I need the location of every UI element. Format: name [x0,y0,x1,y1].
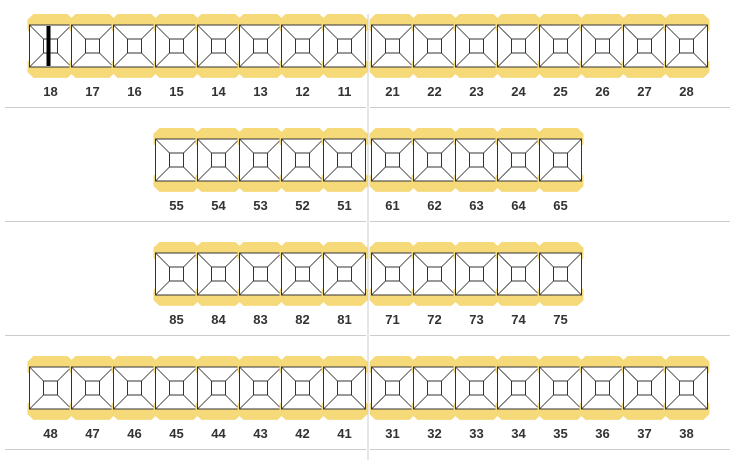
tooth-number-label: 16 [127,84,142,99]
tooth-surface-center[interactable] [638,381,652,395]
tooth-73[interactable] [454,242,500,306]
tooth-number-label: 45 [169,426,184,441]
tooth-22[interactable] [412,14,458,78]
tooth-number-label: 38 [679,426,694,441]
tooth-65[interactable] [538,128,584,192]
tooth-surface-center[interactable] [680,39,694,53]
tooth-number-label: 54 [211,198,226,213]
tooth-number-label: 24 [511,84,526,99]
tooth-surface-center[interactable] [254,267,268,281]
tooth-number-label: 32 [427,426,442,441]
tooth-surface-center[interactable] [596,39,610,53]
tooth-41[interactable] [322,356,368,420]
tooth-surface-center[interactable] [338,267,352,281]
tooth-27[interactable] [622,14,668,78]
tooth-number-label: 81 [337,312,352,327]
tooth-53[interactable] [238,128,284,192]
tooth-surface-center[interactable] [128,381,142,395]
tooth-number-label: 53 [253,198,268,213]
tooth-number-label: 55 [169,198,184,213]
tooth-number-label: 82 [295,312,310,327]
tooth-surface-center[interactable] [386,381,400,395]
tooth-surface-center[interactable] [554,39,568,53]
tooth-number-label: 74 [511,312,526,327]
tooth-number-label: 31 [385,426,400,441]
tooth-number-label: 44 [211,426,226,441]
tooth-63[interactable] [454,128,500,192]
tooth-surface-center[interactable] [296,381,310,395]
tooth-number-label: 85 [169,312,184,327]
tooth-surface-center[interactable] [86,39,100,53]
tooth-surface-center[interactable] [428,267,442,281]
tooth-number-label: 23 [469,84,484,99]
tooth-surface-center[interactable] [554,267,568,281]
tooth-number-label: 63 [469,198,484,213]
tooth-54[interactable] [196,128,242,192]
tooth-51[interactable] [322,128,368,192]
tooth-surface-center[interactable] [596,381,610,395]
tooth-surface-center[interactable] [470,153,484,167]
tooth-surface-center[interactable] [680,381,694,395]
tooth-surface-center[interactable] [470,381,484,395]
tooth-number-label: 33 [469,426,484,441]
tooth-34[interactable] [496,356,542,420]
tooth-number-label: 11 [337,84,352,99]
tooth-17[interactable] [70,14,116,78]
tooth-surface-center[interactable] [386,267,400,281]
tooth-23[interactable] [454,14,500,78]
tooth-surface-center[interactable] [44,381,58,395]
tooth-number-label: 61 [385,198,400,213]
tooth-surface-center[interactable] [470,39,484,53]
tooth-12[interactable] [280,14,326,78]
tooth-surface-center[interactable] [512,39,526,53]
tooth-surface-center[interactable] [296,267,310,281]
tooth-surface-center[interactable] [212,39,226,53]
tooth-number-label: 48 [43,426,58,441]
tooth-number-label: 41 [337,426,352,441]
tooth-surface-center[interactable] [386,153,400,167]
tooth-35[interactable] [538,356,584,420]
tooth-number-label: 73 [469,312,484,327]
tooth-28[interactable] [664,14,710,78]
tooth-surface-center[interactable] [170,39,184,53]
tooth-21[interactable] [370,14,416,78]
tooth-surface-center[interactable] [338,381,352,395]
tooth-number-label: 83 [253,312,268,327]
tooth-number-label: 35 [553,426,568,441]
tooth-43[interactable] [238,356,284,420]
tooth-81[interactable] [322,242,368,306]
tooth-37[interactable] [622,356,668,420]
tooth-85[interactable] [154,242,200,306]
tooth-surface-center[interactable] [554,153,568,167]
tooth-number-label: 52 [295,198,310,213]
tooth-surface-center[interactable] [386,39,400,53]
tooth-number-label: 13 [253,84,268,99]
tooth-surface-center[interactable] [128,39,142,53]
tooth-62[interactable] [412,128,458,192]
tooth-number-label: 27 [637,84,652,99]
tooth-45[interactable] [154,356,200,420]
tooth-surface-center[interactable] [170,267,184,281]
tooth-46[interactable] [112,356,158,420]
tooth-number-label: 37 [637,426,652,441]
tooth-surface-center[interactable] [212,153,226,167]
tooth-surface-center[interactable] [296,153,310,167]
tooth-surface-center[interactable] [512,153,526,167]
tooth-16[interactable] [112,14,158,78]
tooth-number-label: 18 [43,84,58,99]
tooth-number-label: 65 [553,198,568,213]
tooth-surface-center[interactable] [254,153,268,167]
tooth-surface-center[interactable] [512,381,526,395]
tooth-number-label: 46 [127,426,142,441]
tooth-surface-center[interactable] [338,153,352,167]
tooth-72[interactable] [412,242,458,306]
tooth-number-label: 75 [553,312,568,327]
tooth-number-label: 28 [679,84,694,99]
tooth-44[interactable] [196,356,242,420]
tooth-75[interactable] [538,242,584,306]
tooth-number-label: 51 [337,198,352,213]
tooth-71[interactable] [370,242,416,306]
tooth-surface-center[interactable] [512,267,526,281]
tooth-61[interactable] [370,128,416,192]
tooth-surface-center[interactable] [428,381,442,395]
tooth-surface-center[interactable] [428,39,442,53]
tooth-38[interactable] [664,356,710,420]
tooth-18[interactable] [28,14,74,78]
tooth-47[interactable] [70,356,116,420]
tooth-surface-center[interactable] [86,381,100,395]
tooth-84[interactable] [196,242,242,306]
tooth-surface-center[interactable] [470,267,484,281]
tooth-15[interactable] [154,14,200,78]
tooth-26[interactable] [580,14,626,78]
tooth-number-label: 22 [427,84,442,99]
tooth-32[interactable] [412,356,458,420]
tooth-surface-center[interactable] [554,381,568,395]
tooth-number-label: 42 [295,426,310,441]
tooth-number-label: 25 [553,84,568,99]
tooth-surface-center[interactable] [428,153,442,167]
tooth-82[interactable] [280,242,326,306]
tooth-11[interactable] [322,14,368,78]
tooth-surface-center[interactable] [638,39,652,53]
tooth-surface-center[interactable] [254,39,268,53]
tooth-surface-center[interactable] [254,381,268,395]
tooth-number-label: 15 [169,84,184,99]
tooth-number-label: 26 [595,84,610,99]
tooth-36[interactable] [580,356,626,420]
tooth-number-label: 64 [511,198,526,213]
tooth-24[interactable] [496,14,542,78]
tooth-surface-center[interactable] [212,267,226,281]
tooth-number-label: 36 [595,426,610,441]
tooth-83[interactable] [238,242,284,306]
tooth-64[interactable] [496,128,542,192]
tooth-number-label: 43 [253,426,268,441]
tooth-33[interactable] [454,356,500,420]
tooth-14[interactable] [196,14,242,78]
tooth-25[interactable] [538,14,584,78]
tooth-surface-center[interactable] [170,381,184,395]
tooth-surface-center[interactable] [338,39,352,53]
tooth-number-label: 62 [427,198,442,213]
tooth-number-label: 14 [211,84,226,99]
tooth-52[interactable] [280,128,326,192]
tooth-number-label: 21 [385,84,400,99]
tooth-surface-center[interactable] [296,39,310,53]
tooth-number-label: 72 [427,312,442,327]
tooth-number-label: 84 [211,312,226,327]
tooth-surface-center[interactable] [170,153,184,167]
tooth-number-label: 47 [85,426,100,441]
tooth-number-label: 12 [295,84,310,99]
tooth-surface-center[interactable] [212,381,226,395]
tooth-55[interactable] [154,128,200,192]
tooth-number-label: 34 [511,426,526,441]
tooth-74[interactable] [496,242,542,306]
tooth-number-label: 17 [85,84,100,99]
tooth-42[interactable] [280,356,326,420]
tooth-number-label: 71 [385,312,400,327]
tooth-13[interactable] [238,14,284,78]
tooth-48[interactable] [28,356,74,420]
tooth-31[interactable] [370,356,416,420]
